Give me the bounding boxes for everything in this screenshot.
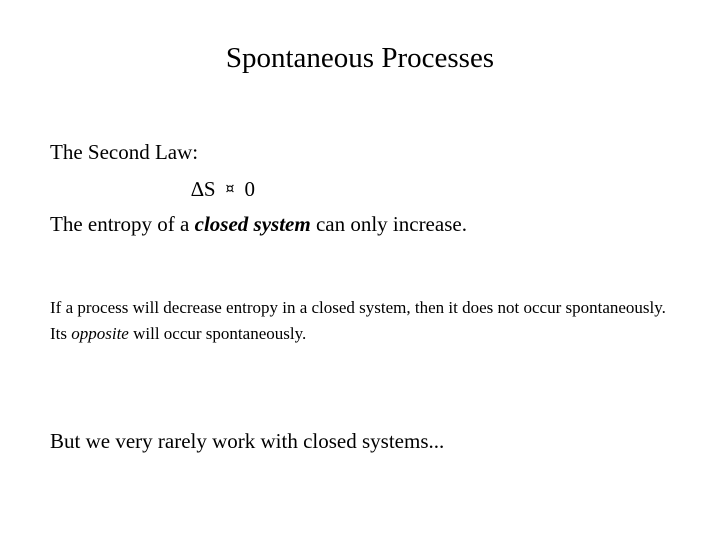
- opposite-emphasis: opposite: [71, 324, 129, 343]
- paragraph-part2: will occur spontaneously.: [128, 324, 307, 343]
- entropy-statement-suffix: can only increase.: [310, 212, 467, 236]
- closing-statement: But we very rarely work with closed systems...: [50, 429, 445, 453]
- paragraph-part1: If a process will decrease entropy in a closed system, then it does not occur spontaneously. Its: [50, 298, 666, 343]
- slide-title: Spontaneous Processes: [225, 42, 495, 74]
- entropy-statement: [50, 210, 467, 238]
- spontaneity-paragraph: [50, 295, 670, 347]
- entropy-statement-prefix: The entropy of a: [50, 212, 195, 236]
- equation-lhs: ∆S: [191, 177, 216, 201]
- entropy-equation: [191, 175, 255, 203]
- equation-rhs: 0: [244, 177, 255, 201]
- closed-system-emphasis: closed system: [194, 212, 311, 236]
- equation-symbol: ¤: [225, 181, 235, 197]
- second-law-label: The Second Law:: [50, 140, 199, 164]
